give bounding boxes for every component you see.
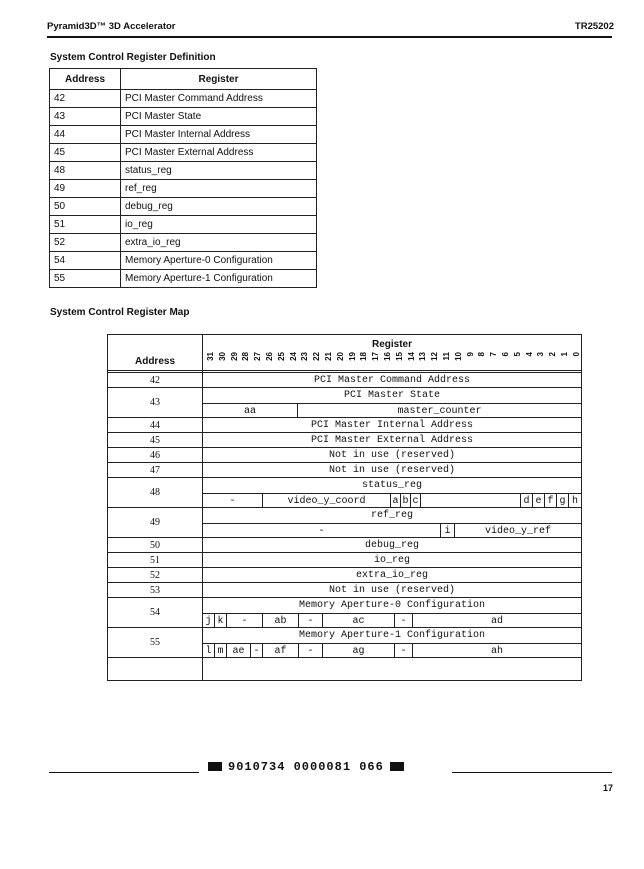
table-row <box>50 144 317 162</box>
field-ah: ah <box>490 645 503 657</box>
page-number: 17 <box>602 783 613 793</box>
register-column-header: Register <box>371 339 412 350</box>
bit-number: 21 <box>324 352 333 361</box>
bitfield-row <box>203 523 581 538</box>
address-cell: 55 <box>150 637 160 648</box>
map-row-43 <box>108 387 581 417</box>
field-l: l <box>203 644 215 658</box>
address-column-header: Address <box>134 356 175 367</box>
field-reserved: - <box>203 494 263 508</box>
register-cell: PCI Master External Address <box>121 144 317 162</box>
address-cell: 52 <box>50 234 121 252</box>
address-cell: 52 <box>150 569 160 581</box>
bit-number: 4 <box>524 352 534 357</box>
bit-number-header <box>204 352 581 369</box>
address-cell: 45 <box>50 144 121 162</box>
register-cell: PCI Master State <box>121 108 317 126</box>
footer-rule-left <box>49 772 199 773</box>
bit-number: 13 <box>418 352 428 361</box>
register-name: Not in use (reserved) <box>328 584 456 596</box>
address-cell: 50 <box>150 539 160 551</box>
map-row-51 <box>108 552 581 567</box>
field-m: m <box>215 644 227 658</box>
field-c: c <box>411 494 421 508</box>
address-cell: 42 <box>50 90 121 108</box>
address-cell: 51 <box>150 554 160 566</box>
bit-number: 30 <box>217 352 227 361</box>
map-row-53 <box>108 582 581 597</box>
register-name: Not in use (reserved) <box>328 464 456 476</box>
register-cell: Memory Aperture-0 Configuration <box>121 252 317 270</box>
register-name: debug_reg <box>364 539 419 551</box>
field-af: af <box>263 644 299 658</box>
field-k: k <box>215 614 227 628</box>
table-row <box>50 180 317 198</box>
map-row-54 <box>108 597 581 627</box>
field-b: b <box>401 494 411 508</box>
running-header-title: Pyramid3D™ 3D Accelerator <box>47 21 176 32</box>
bit-number: 25 <box>276 352 286 361</box>
register-name: PCI Master External Address <box>310 434 474 446</box>
barcode-text <box>202 760 410 774</box>
register-name: status_reg <box>361 479 422 491</box>
map-row-47 <box>108 462 581 477</box>
field-f: f <box>545 494 557 508</box>
bit-number: 5 <box>512 352 522 357</box>
bitfield-row <box>203 613 581 628</box>
address-cell: 50 <box>50 198 121 216</box>
register-cell: io_reg <box>121 216 317 234</box>
field-unused <box>421 494 521 508</box>
bit-number: 28 <box>241 352 251 361</box>
bit-number: 23 <box>300 352 310 361</box>
address-cell: 47 <box>150 464 160 476</box>
bit-number: 24 <box>288 352 298 361</box>
bit-number: 9 <box>465 352 475 357</box>
register-cell: extra_io_reg <box>121 234 317 252</box>
map-section-title: System Control Register Map <box>50 307 190 318</box>
field-video-y-coord: video_y_coord <box>263 494 391 508</box>
footer-rule-right <box>452 772 612 773</box>
bitfield-row <box>203 643 581 658</box>
field-reserved-1: - <box>227 614 263 628</box>
field-ac: ac <box>323 614 395 628</box>
field-h: h <box>571 495 578 507</box>
field-e: e <box>533 494 545 508</box>
address-cell: 48 <box>50 162 121 180</box>
address-cell: 51 <box>50 216 121 234</box>
column-header-register: Register <box>121 69 317 90</box>
address-cell: 48 <box>150 487 160 498</box>
address-cell: 49 <box>150 517 160 528</box>
bit-number: 18 <box>359 352 369 361</box>
bit-number: 31 <box>206 352 215 361</box>
field-reserved-3: - <box>395 614 413 628</box>
register-cell: PCI Master Command Address <box>121 90 317 108</box>
footer-code: 9010734 0000081 066 <box>228 760 384 774</box>
field-d: d <box>521 494 533 508</box>
definition-section-title: System Control Register Definition <box>50 52 216 63</box>
bit-number: 27 <box>253 352 263 361</box>
table-row <box>50 252 317 270</box>
header-divider <box>108 370 581 371</box>
register-name: PCI Master Command Address <box>313 374 471 386</box>
block-mark-right <box>390 762 404 771</box>
map-row-49 <box>108 507 581 537</box>
bit-number: 10 <box>453 352 463 361</box>
bit-number: 2 <box>548 352 558 357</box>
register-name: Memory Aperture-0 Configuration <box>298 599 486 611</box>
bit-number: 19 <box>347 352 357 361</box>
map-row-55 <box>108 627 581 657</box>
bit-number: 17 <box>371 352 381 361</box>
register-map-table <box>107 334 582 681</box>
table-row <box>50 126 317 144</box>
bit-number: 6 <box>501 352 510 357</box>
field-ag: ag <box>323 644 395 658</box>
table-row <box>50 198 317 216</box>
address-cell: 45 <box>150 434 160 446</box>
register-name: PCI Master State <box>343 389 440 401</box>
table-row <box>50 234 317 252</box>
address-cell: 43 <box>50 108 121 126</box>
table-row <box>50 108 317 126</box>
register-cell: ref_reg <box>121 180 317 198</box>
field-ae: ae <box>227 644 251 658</box>
field-reserved: - <box>203 524 441 538</box>
document-number: TR25202 <box>574 21 614 32</box>
bit-number: 26 <box>265 352 274 361</box>
register-name: PCI Master Internal Address <box>310 419 474 431</box>
register-name: Not in use (reserved) <box>328 449 456 461</box>
bit-number: 15 <box>394 352 404 361</box>
register-name: ref_reg <box>370 509 413 521</box>
field-reserved-2: - <box>299 644 323 658</box>
table-bottom-rule <box>108 657 581 658</box>
table-row <box>50 90 317 108</box>
address-cell: 55 <box>50 270 121 288</box>
map-row-45 <box>108 432 581 447</box>
bit-number: 0 <box>571 352 581 357</box>
bit-number: 8 <box>477 352 487 357</box>
bit-number: 12 <box>430 352 440 361</box>
table-header-row <box>50 69 317 90</box>
field-master-counter: master_counter <box>397 405 482 417</box>
register-cell: PCI Master Internal Address <box>121 126 317 144</box>
block-mark-left <box>208 762 222 771</box>
bit-number: 14 <box>406 352 416 361</box>
bit-number: 1 <box>560 352 569 357</box>
bit-number: 16 <box>383 352 392 361</box>
table-row <box>50 162 317 180</box>
address-cell: 49 <box>50 180 121 198</box>
bitfield-row <box>203 493 581 508</box>
bit-number: 22 <box>312 352 322 361</box>
map-row-46 <box>108 447 581 462</box>
register-name: io_reg <box>373 554 410 566</box>
field-ad: ad <box>490 615 503 627</box>
field-a: a <box>391 494 401 508</box>
field-reserved-3: - <box>395 644 413 658</box>
address-cell: 54 <box>150 607 160 618</box>
register-definition-table <box>49 68 317 288</box>
address-cell: 54 <box>50 252 121 270</box>
table-row <box>50 216 317 234</box>
field-aa: aa <box>203 404 298 418</box>
field-g: g <box>557 494 569 508</box>
address-cell: 46 <box>150 449 160 461</box>
map-row-50 <box>108 537 581 552</box>
address-cell: 44 <box>150 419 160 431</box>
register-cell: status_reg <box>121 162 317 180</box>
bit-number: 29 <box>229 352 239 361</box>
address-cell: 42 <box>150 374 160 386</box>
register-cell: debug_reg <box>121 198 317 216</box>
register-cell: Memory Aperture-1 Configuration <box>121 270 317 288</box>
field-video-y-ref: video_y_ref <box>484 525 551 537</box>
field-j: j <box>203 614 215 628</box>
field-reserved-2: - <box>299 614 323 628</box>
bit-number: 20 <box>335 352 345 361</box>
address-cell: 53 <box>150 584 160 596</box>
map-row-44 <box>108 417 581 432</box>
map-row-42 <box>108 372 581 387</box>
address-cell: 43 <box>150 397 160 408</box>
map-row-52 <box>108 567 581 582</box>
register-name: extra_io_reg <box>355 569 428 581</box>
register-name: Memory Aperture-1 Configuration <box>298 629 486 641</box>
bit-number: 11 <box>442 352 451 361</box>
address-cell: 44 <box>50 126 121 144</box>
field-i: i <box>441 524 455 538</box>
table-row <box>50 270 317 288</box>
field-reserved-1: - <box>251 644 263 658</box>
header-rule <box>47 36 612 38</box>
field-ab: ab <box>263 614 299 628</box>
bit-number: 3 <box>536 352 546 357</box>
column-header-address: Address <box>50 69 121 90</box>
bitfield-row <box>203 403 581 418</box>
map-row-48 <box>108 477 581 507</box>
bit-number: 7 <box>489 352 499 357</box>
